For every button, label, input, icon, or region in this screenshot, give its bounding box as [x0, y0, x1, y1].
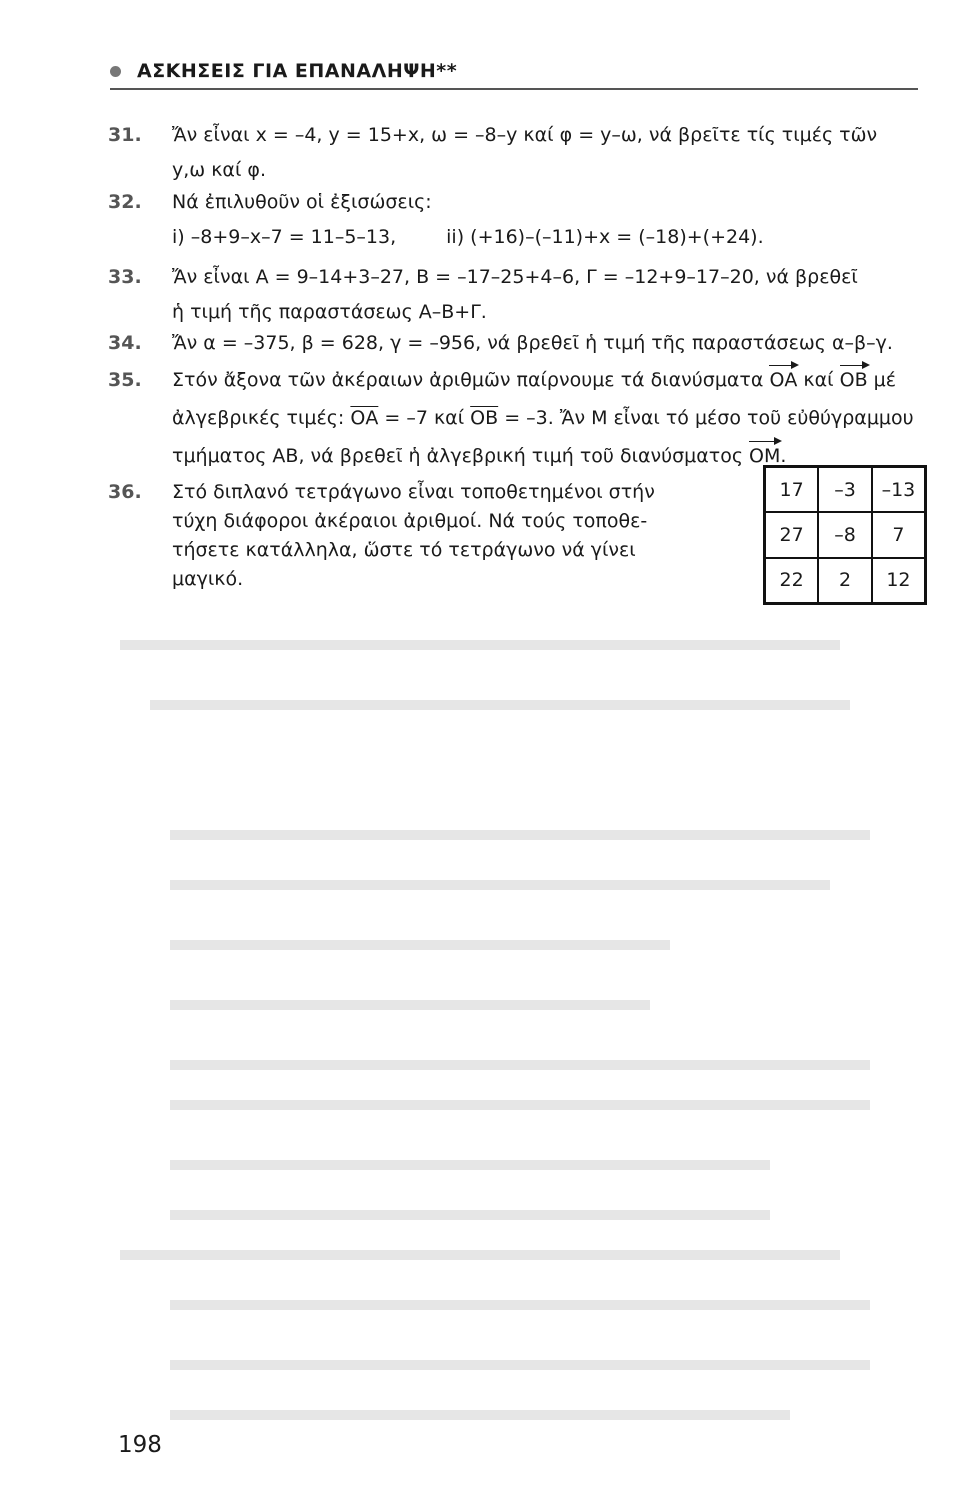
exercise-text-line: [172, 361, 923, 399]
exercise-33: [108, 260, 923, 330]
grid-cell: –13: [872, 467, 926, 513]
exercise-number: 31.: [108, 124, 142, 146]
algebraic-value-OA: $\overline{OA}$: [350, 407, 379, 429]
grid-cell: 22: [765, 558, 819, 604]
grid-row: [765, 467, 926, 513]
exercise-text-line: τήσετε κατάλληλα, ὥστε τό τετράγωνο νά γίνει: [172, 539, 636, 561]
exercise-text-line: Νά ἐπιλυθοῦν οἱ ἐξισώσεις:: [172, 191, 432, 213]
exercise-number: 32.: [108, 191, 142, 213]
grid-cell: 27: [765, 512, 819, 557]
grid-cell: –3: [818, 467, 872, 513]
equation-i: i) –8+9–x–7 = 11–5–13,: [172, 226, 397, 248]
exercise-text-line: μαγικό.: [172, 568, 244, 590]
equation-ii: ii) (+16)–(–11)+x = (–18)+(+24).: [446, 226, 764, 248]
text-run: μέ: [867, 369, 897, 391]
exercise-number: 36.: [108, 481, 142, 503]
exercise-text-line: y,ω καί φ.: [172, 159, 266, 181]
exercise-34: [108, 326, 923, 361]
exercise-number: 33.: [108, 266, 142, 288]
grid-row: [765, 512, 926, 557]
exercise-35: [108, 361, 923, 475]
bullet-icon: [110, 66, 121, 77]
exercise-31: [108, 118, 923, 188]
vector-OA: ΟΑ: [769, 361, 797, 399]
text-run: = –7 καί: [378, 407, 471, 429]
equations-line: [172, 220, 923, 255]
page-number: 198: [118, 1432, 162, 1458]
vector-OB: ΟΒ: [840, 361, 868, 399]
text-run: .: [780, 445, 787, 467]
exercise-text-line: Στό διπλανό τετράγωνο εἶναι τοποθετημένοι στήν: [172, 481, 655, 503]
exercise-number: 34.: [108, 332, 142, 354]
exercise-text-line: Ἄν εἶναι Α = 9–14+3–27, Β = –17–25+4–6, Γ = –12+9–17–20, νά βρεθεῖ: [172, 266, 858, 288]
text-run: τμήματος ΑΒ, νά βρεθεῖ ἡ ἀλγεβρική τιμή τοῦ διανύσματος: [172, 445, 750, 467]
text-run: καί: [797, 369, 840, 391]
magic-square-grid: [763, 465, 927, 605]
vector-OM: ΟΜ: [749, 437, 780, 475]
exercise-text-line: Ἄν α = –375, β = 628, γ = –956, νά βρεθεῖ ἡ τιμή τῆς παραστάσεως α–β–γ.: [172, 332, 893, 354]
exercise-number: 35.: [108, 369, 142, 391]
text-run: ἀλγεβρικές τιμές:: [172, 407, 351, 429]
exercise-text-line: τύχη διάφοροι ἀκέραιοι ἀριθμοί. Νά τούς τοποθε-: [172, 510, 648, 532]
grid-cell: 12: [872, 558, 926, 604]
grid-cell: –8: [818, 512, 872, 557]
grid-row: [765, 558, 926, 604]
grid-cell: 7: [872, 512, 926, 557]
exercise-text-line: [172, 399, 923, 437]
exercise-32: [108, 185, 923, 255]
section-title: ΑΣΚΗΣΕΙΣ ΓΙΑ ΕΠΑΝΑΛΗΨΗ**: [137, 60, 458, 82]
text-run: = –3. Ἄν Μ εἶναι τό μέσο τοῦ εὐθύγραμμου: [498, 407, 914, 429]
section-heading: [110, 60, 918, 90]
text-run: Στόν ἄξονα τῶν ἀκέραιων ἀριθμῶν παίρνουμε τά διανύσματα: [172, 369, 770, 391]
exercise-text-line: Ἄν εἶναι x = –4, y = 15+x, ω = –8–y καί φ = y–ω, νά βρεῖτε τίς τιμές τῶν: [172, 124, 878, 146]
exercise-36: [108, 478, 748, 594]
grid-cell: 2: [818, 558, 872, 604]
grid-cell: 17: [765, 467, 819, 513]
algebraic-value-OB: $\overline{OB}$: [470, 407, 499, 429]
exercise-text-line: ἡ τιμή τῆς παραστάσεως Α–Β+Γ.: [172, 301, 487, 323]
